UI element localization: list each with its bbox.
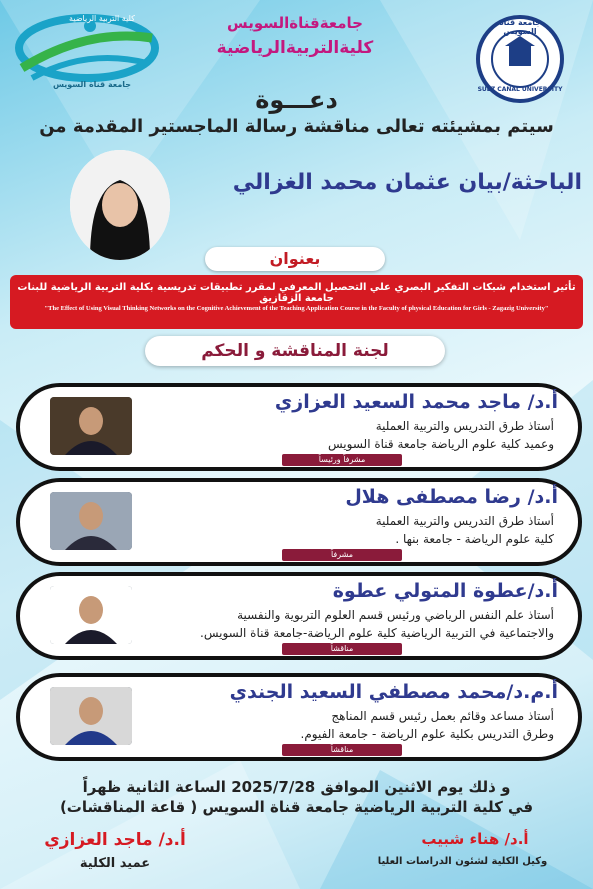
researcher-photo bbox=[70, 150, 170, 260]
thesis-label: بعنوان bbox=[269, 249, 321, 268]
member-affiliation: كلية علوم الرياضة - جامعة بنها . bbox=[395, 532, 554, 546]
schedule-date: و ذلك يوم الاثنين الموافق 2025/7/28 الساعة الثانية ظهراً bbox=[82, 778, 511, 796]
committee-label-badge bbox=[145, 336, 445, 366]
invitation-title: دعـــوة bbox=[255, 86, 338, 114]
member-affiliation: والاجتماعية في التربية الرياضية كلية علوم الرياضة-جامعة قناة السويس. bbox=[200, 626, 554, 640]
thesis-title-english: "The Effect of Using Visual Thinking Networks on the Cognitive Achievement of the Teaching Application Course in the Faculty of physical Education for Girls - Zagazig University" bbox=[44, 305, 549, 312]
logo-left-top-text: كلية التربية الرياضية bbox=[69, 14, 135, 23]
member-affiliation: وعميد كلية علوم الرياضة جامعة قناة السويس bbox=[328, 437, 554, 451]
dean-name: أ.د/ ماجد العزازي bbox=[44, 830, 186, 850]
logo-right-english: SUEZ CANAL UNIVERSITY bbox=[477, 86, 563, 93]
logo-right-arabic: جامعة قناة السويس bbox=[498, 18, 542, 36]
university-name: جامعةقناةالسويس bbox=[226, 14, 363, 32]
member-role: مشرفاً ورئيساً bbox=[282, 454, 402, 466]
vice-dean-name: أ.د/ هناء شبيب bbox=[421, 830, 529, 848]
committee-member-card bbox=[16, 383, 582, 471]
faculty-name: كليةالتربيةالرياضية bbox=[216, 38, 374, 58]
member-role: مشرفاً bbox=[282, 549, 402, 561]
member-photo bbox=[50, 492, 132, 550]
thesis-label-badge bbox=[205, 247, 385, 271]
member-name: أ.م.د/محمد مصطفي السعيد الجندي bbox=[229, 681, 558, 703]
member-photo bbox=[50, 397, 132, 455]
dean-title: عميد الكلية bbox=[79, 856, 151, 871]
invitation-subtitle: سيتم بمشيئته تعالى مناقشة رسالة الماجستير المقدمة من bbox=[39, 116, 554, 137]
researcher-name: الباحثة/بيان عثمان محمد الغزالي bbox=[232, 170, 582, 195]
member-affiliation: وطرق التدريس بكلية علوم الرياضة - جامعة الفيوم. bbox=[300, 727, 554, 741]
member-position: أستاذ طرق التدريس والتربية العملية bbox=[375, 514, 554, 528]
schedule-venue: في كلية التربية الرياضية جامعة قناة السويس ( قاعة المناقشات) bbox=[59, 798, 534, 816]
member-photo bbox=[50, 687, 132, 745]
member-name: أ.د/ رضا مصطفى هلال bbox=[345, 486, 558, 508]
committee-label: لجنة المناقشة و الحكم bbox=[201, 341, 389, 361]
logo-left-bottom-text: جامعة قناة السويس bbox=[52, 80, 132, 89]
committee-member-card bbox=[16, 572, 582, 660]
thesis-title-arabic: تأثير استخدام شبكات التفكير البصري علي التحصيل المعرفي لمقرر تطبيقات تدريسية بكلية التربية الرياضية للبنات جامعة الزقازيق bbox=[17, 282, 576, 304]
committee-member-card bbox=[16, 478, 582, 566]
member-name: أ.د/ ماجد محمد السعيد العزازي bbox=[274, 391, 558, 413]
member-position: أستاذ طرق التدريس والتربية العملية bbox=[375, 419, 554, 433]
member-position: أستاذ علم النفس الرياضي ورئيس قسم العلوم التربوية والنفسية bbox=[237, 608, 554, 622]
member-position: أستاذ مساعد وقائم بعمل رئيس قسم المناهج bbox=[331, 709, 554, 723]
member-name: أ.د/عطوة المتولي عطوة bbox=[332, 580, 558, 602]
vice-dean-title: وكيل الكلية لشئون الدراسات العليا bbox=[377, 856, 548, 867]
member-role: مناقشاً bbox=[282, 744, 402, 756]
member-role: مناقشاً bbox=[282, 643, 402, 655]
member-photo bbox=[50, 586, 132, 644]
committee-member-card bbox=[16, 673, 582, 761]
